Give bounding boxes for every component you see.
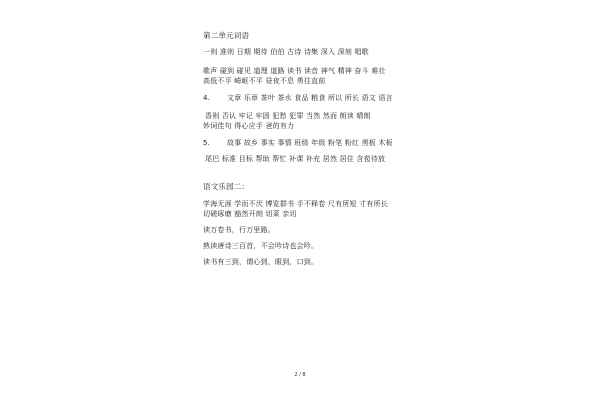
word-line: 一则 准则 日期 期待 伯伯 古诗 诗集 深入 深刻 唱歌 xyxy=(203,48,369,56)
garden-line: 读万卷书，行万里路。 xyxy=(203,226,275,234)
item-text: 故事 故乡 事实 事情 班级 年级 粉笔 粉红 黑板 木板 xyxy=(227,139,393,147)
word-line: 高低不平 崎岖不平 昼夜不息 勇往直前 xyxy=(203,77,326,85)
word-line: 歌声 碰到 碰见 道理 道路 读书 读音 神气 精神 奋斗 难壮 xyxy=(203,67,386,75)
item-text: 文章 乐章 茶叶 茶水 食品 粮食 所以 所长 语文 语言 xyxy=(227,94,393,102)
numbered-line xyxy=(203,94,393,103)
garden-title: 语文乐园二： xyxy=(203,182,250,191)
item-number: 4. xyxy=(203,94,211,102)
item-number: 5. xyxy=(203,139,211,147)
page-number: 2 / 8 xyxy=(294,372,306,378)
garden-line: 切磋琢磨 豁然开朗 切菜 亲切 xyxy=(203,210,297,218)
garden-line: 学海无涯 学而不厌 博览群书 手不释卷 尺有所短 寸有所长 xyxy=(203,200,388,208)
word-line: 香则 否认 牢记 牢固 犯愁 犯罪 当然 然而 朗读 晴朗 xyxy=(205,112,371,120)
garden-line: 读书有三到，谓心到，眼到，口到。 xyxy=(203,258,319,266)
section-title: 第二单元词语 xyxy=(203,31,250,40)
word-line: 尾巴 标准 目标 帮助 帮忙 补课 补充 居然 居住 含苞待放 xyxy=(205,155,386,163)
word-line: 妙词佳句 得心应手 爸的有力 xyxy=(203,122,295,130)
garden-line: 熟读唐诗三百首，不会吟诗也会吟。 xyxy=(203,242,319,250)
numbered-line xyxy=(203,139,393,148)
